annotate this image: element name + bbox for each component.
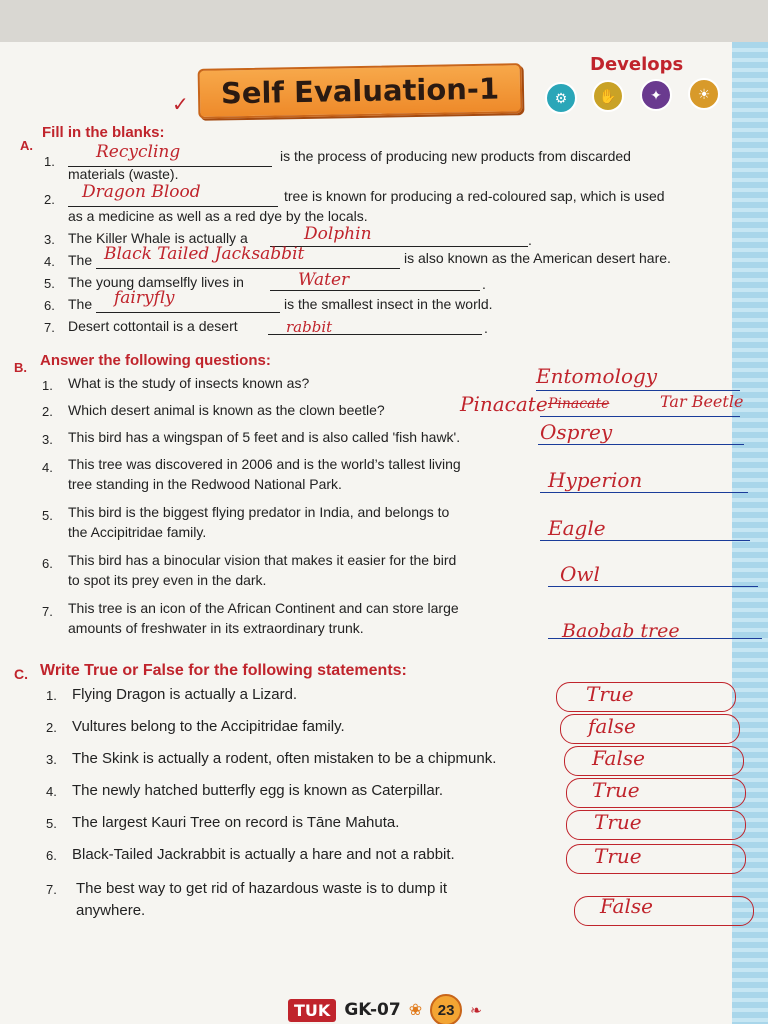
brand-logo: TUK	[288, 999, 336, 1022]
a7-text-before: Desert cottontail is a desert	[68, 318, 238, 334]
a2-number: 2.	[44, 192, 55, 207]
b7-answer: Baobab tree	[562, 620, 680, 642]
c4-answer: True	[592, 778, 640, 802]
b6-answer-line	[548, 586, 758, 587]
c4-number: 4.	[46, 784, 57, 799]
b2-answer-line	[540, 416, 740, 417]
a2-answer: Dragon Blood	[82, 182, 201, 202]
b7-answer-line	[548, 638, 762, 639]
c4-statement: The newly hatched butterfly egg is known as Caterpillar.	[72, 782, 444, 799]
a4-blank	[96, 268, 400, 269]
b4-answer: Hyperion	[548, 468, 643, 492]
b5-answer: Eagle	[548, 516, 606, 540]
c5-answer: True	[594, 810, 642, 834]
c1-statement: Flying Dragon is actually a Lizard.	[72, 686, 298, 703]
c7-statement-1: The best way to get rid of hazardous waste is to dump it	[76, 880, 448, 897]
book-code: GK-07	[344, 1000, 401, 1020]
a5-number: 5.	[44, 276, 55, 291]
c6-answer-box	[566, 844, 746, 874]
b3-number: 3.	[42, 432, 53, 447]
b2-struck-answer: Pinacate	[548, 396, 610, 412]
c1-number: 1.	[46, 688, 57, 703]
c7-statement-2: anywhere.	[76, 902, 146, 919]
a3-answer: Dolphin	[304, 224, 372, 244]
c3-answer: False	[592, 746, 645, 770]
b5-number: 5.	[42, 508, 53, 523]
b4-answer-line	[540, 492, 748, 493]
c1-answer-box	[556, 682, 736, 712]
c2-number: 2.	[46, 720, 57, 735]
section-b-heading: Answer the following questions:	[40, 352, 271, 369]
a4-text-before: The	[68, 252, 93, 268]
tick-mark: ✓	[172, 92, 189, 116]
b4-question-1: This tree was discovered in 2006 and is the world’s tallest living	[68, 456, 461, 472]
page-footer	[288, 994, 482, 1024]
b6-answer: Owl	[560, 562, 600, 586]
a6-text-after: is the smallest insect in the world.	[284, 296, 493, 312]
c6-number: 6.	[46, 848, 57, 863]
b2-number: 2.	[42, 404, 53, 419]
brain-network-icon: ✦	[640, 79, 672, 111]
b2-answer-extra: Tar Beetle	[660, 392, 744, 411]
leaf-decoration-icon: ❀	[408, 1002, 423, 1019]
c6-statement: Black-Tailed Jackrabbit is actually a hare and not a rabbit.	[72, 846, 455, 863]
handshake-icon: ✋	[592, 80, 624, 112]
idea-head-icon: ☀	[688, 78, 720, 110]
page-number: 23	[430, 994, 462, 1024]
a5-answer: Water	[298, 270, 350, 290]
c1-answer: True	[586, 682, 634, 706]
page-edge-stripe	[732, 42, 768, 1024]
b7-number: 7.	[42, 604, 53, 619]
a4-answer: Black Tailed Jacksabbit	[104, 244, 305, 264]
a2-text: tree is known for producing a red-coloured sap, which is used	[284, 188, 665, 204]
b5-question-2: the Accipitridae family.	[68, 524, 207, 540]
b3-answer: Osprey	[540, 420, 613, 444]
a5-text-after: .	[482, 276, 486, 292]
a3-number: 3.	[44, 232, 55, 247]
b2-answer: Pinacate	[460, 392, 548, 416]
c2-statement: Vultures belong to the Accipitridae family.	[72, 718, 345, 735]
c6-answer: True	[594, 844, 642, 868]
a3-blank	[270, 246, 528, 247]
b4-question-2: tree standing in the Redwood National Park.	[68, 476, 342, 492]
a4-text-after: is also known as the American desert hare.	[404, 250, 671, 266]
c5-statement: The largest Kauri Tree on record is Tāne Mahuta.	[72, 814, 400, 831]
b3-question: This bird has a wingspan of 5 feet and is also called 'fish hawk'.	[68, 429, 461, 445]
b6-question-2: to spot its prey even in the dark.	[68, 572, 267, 588]
c3-answer-box	[564, 746, 744, 776]
b6-question-1: This bird has a binocular vision that makes it easier for the bird	[68, 552, 457, 568]
a7-text-after: .	[484, 320, 488, 336]
a3-text-before: The Killer Whale is actually a	[68, 230, 248, 246]
a1-answer: Recycling	[96, 142, 181, 162]
a7-number: 7.	[44, 320, 55, 335]
a4-number: 4.	[44, 254, 55, 269]
page-title: Self Evaluation-1	[198, 63, 523, 119]
a1-text-cont: materials (waste).	[68, 166, 179, 182]
a6-number: 6.	[44, 298, 55, 313]
section-a-heading: Fill in the blanks:	[42, 124, 165, 141]
b1-answer-line	[536, 390, 740, 391]
a6-text-before: The	[68, 296, 93, 312]
b5-answer-line	[540, 540, 750, 541]
c5-answer-box	[566, 810, 746, 840]
a7-answer: rabbit	[286, 318, 333, 336]
b1-question: What is the study of insects known as?	[68, 375, 310, 391]
b1-answer: Entomology	[536, 364, 658, 388]
c2-answer-box	[560, 714, 740, 744]
section-b-letter: B.	[14, 360, 27, 375]
b2-question: Which desert animal is known as the clown beetle?	[68, 402, 385, 418]
head-gears-icon: ⚙	[545, 82, 577, 114]
c5-number: 5.	[46, 816, 57, 831]
a1-number: 1.	[44, 154, 55, 169]
c3-number: 3.	[46, 752, 57, 767]
b3-answer-line	[538, 444, 744, 445]
b4-number: 4.	[42, 460, 53, 475]
b5-question-1: This bird is the biggest flying predator in India, and belongs to	[68, 504, 450, 520]
a1-text: is the process of producing new products from discarded	[280, 148, 631, 164]
b7-question-1: This tree is an icon of the African Continent and can store large	[68, 600, 459, 616]
section-c-heading: Write True or False for the following statements:	[40, 662, 407, 679]
a2-blank	[68, 206, 278, 207]
a6-answer: fairyfly	[114, 288, 175, 308]
c7-answer: False	[600, 894, 653, 918]
workbook-page	[0, 42, 768, 1024]
section-a-letter: A.	[20, 138, 33, 153]
leaf-decoration-icon-2: ❧	[470, 1001, 482, 1018]
a5-text-before: The young damselfly lives in	[68, 274, 244, 290]
b6-number: 6.	[42, 556, 53, 571]
section-c-letter: C.	[14, 666, 28, 682]
b1-number: 1.	[42, 378, 53, 393]
a3-text-after: .	[528, 232, 532, 248]
a5-blank	[270, 290, 480, 291]
c3-statement: The Skink is actually a rodent, often mistaken to be a chipmunk.	[72, 750, 497, 767]
develops-label: Develops	[590, 54, 684, 75]
c2-answer: false	[588, 714, 636, 738]
b7-question-2: amounts of freshwater in its extraordinary trunk.	[68, 620, 364, 636]
a2-text-cont: as a medicine as well as a red dye by the locals.	[68, 208, 368, 224]
a6-blank	[96, 312, 280, 313]
c7-number: 7.	[46, 882, 57, 897]
